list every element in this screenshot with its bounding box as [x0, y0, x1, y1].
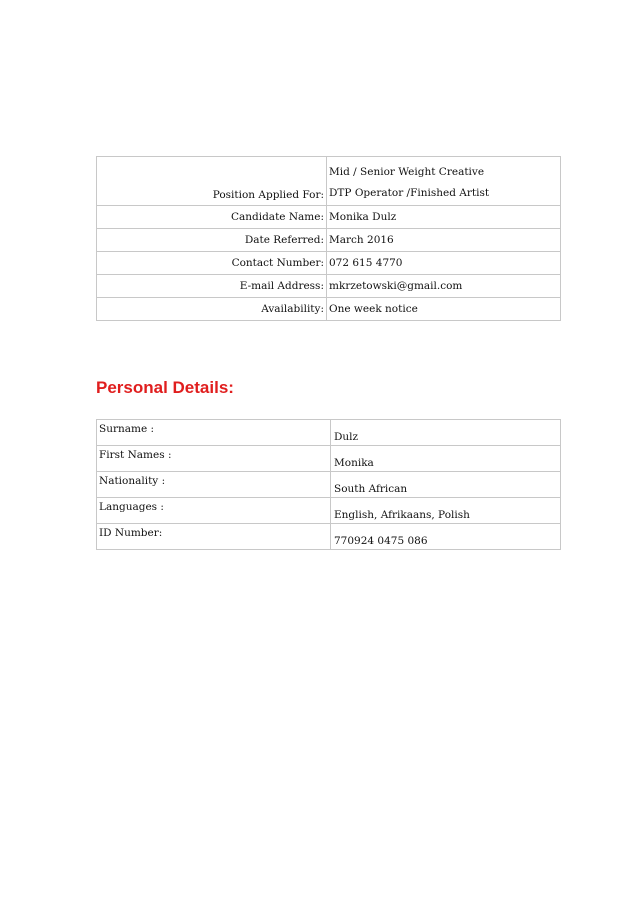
languages-row — [97, 498, 561, 524]
personal-details-table — [96, 419, 561, 550]
email-value: mkrzetowski@gmail.com — [327, 275, 561, 298]
candidate-summary-table — [96, 156, 561, 321]
email-row — [97, 275, 561, 298]
availability-label: Availability: — [97, 298, 327, 321]
id-number-value: 770924 0475 086 — [331, 524, 561, 550]
personal-details-heading: Personal Details: — [96, 378, 234, 397]
id-number-row — [97, 524, 561, 550]
contact-number-label: Contact Number: — [97, 252, 327, 275]
id-number-label: ID Number: — [97, 524, 331, 550]
position-row — [97, 157, 561, 206]
nationality-label: Nationality : — [97, 472, 331, 498]
contact-number-row — [97, 252, 561, 275]
nationality-value: South African — [331, 472, 561, 498]
position-label: Position Applied For: — [97, 157, 327, 206]
languages-value: English, Afrikaans, Polish — [331, 498, 561, 524]
candidate-name-row — [97, 206, 561, 229]
nationality-row — [97, 472, 561, 498]
first-names-label: First Names : — [97, 446, 331, 472]
contact-number-value: 072 615 4770 — [327, 252, 561, 275]
availability-value: One week notice — [327, 298, 561, 321]
candidate-name-value: Monika Dulz — [327, 206, 561, 229]
candidate-name-label: Candidate Name: — [97, 206, 327, 229]
position-value — [327, 157, 561, 206]
position-line-1: Mid / Senior Weight Creative — [329, 166, 485, 178]
surname-value: Dulz — [331, 420, 561, 446]
date-referred-value: March 2016 — [327, 229, 561, 252]
surname-row — [97, 420, 561, 446]
date-referred-label: Date Referred: — [97, 229, 327, 252]
email-label: E-mail Address: — [97, 275, 327, 298]
position-line-2: DTP Operator /Finished Artist — [329, 187, 490, 199]
first-names-row — [97, 446, 561, 472]
languages-label: Languages : — [97, 498, 331, 524]
surname-label: Surname : — [97, 420, 331, 446]
availability-row — [97, 298, 561, 321]
date-referred-row — [97, 229, 561, 252]
first-names-value: Monika — [331, 446, 561, 472]
